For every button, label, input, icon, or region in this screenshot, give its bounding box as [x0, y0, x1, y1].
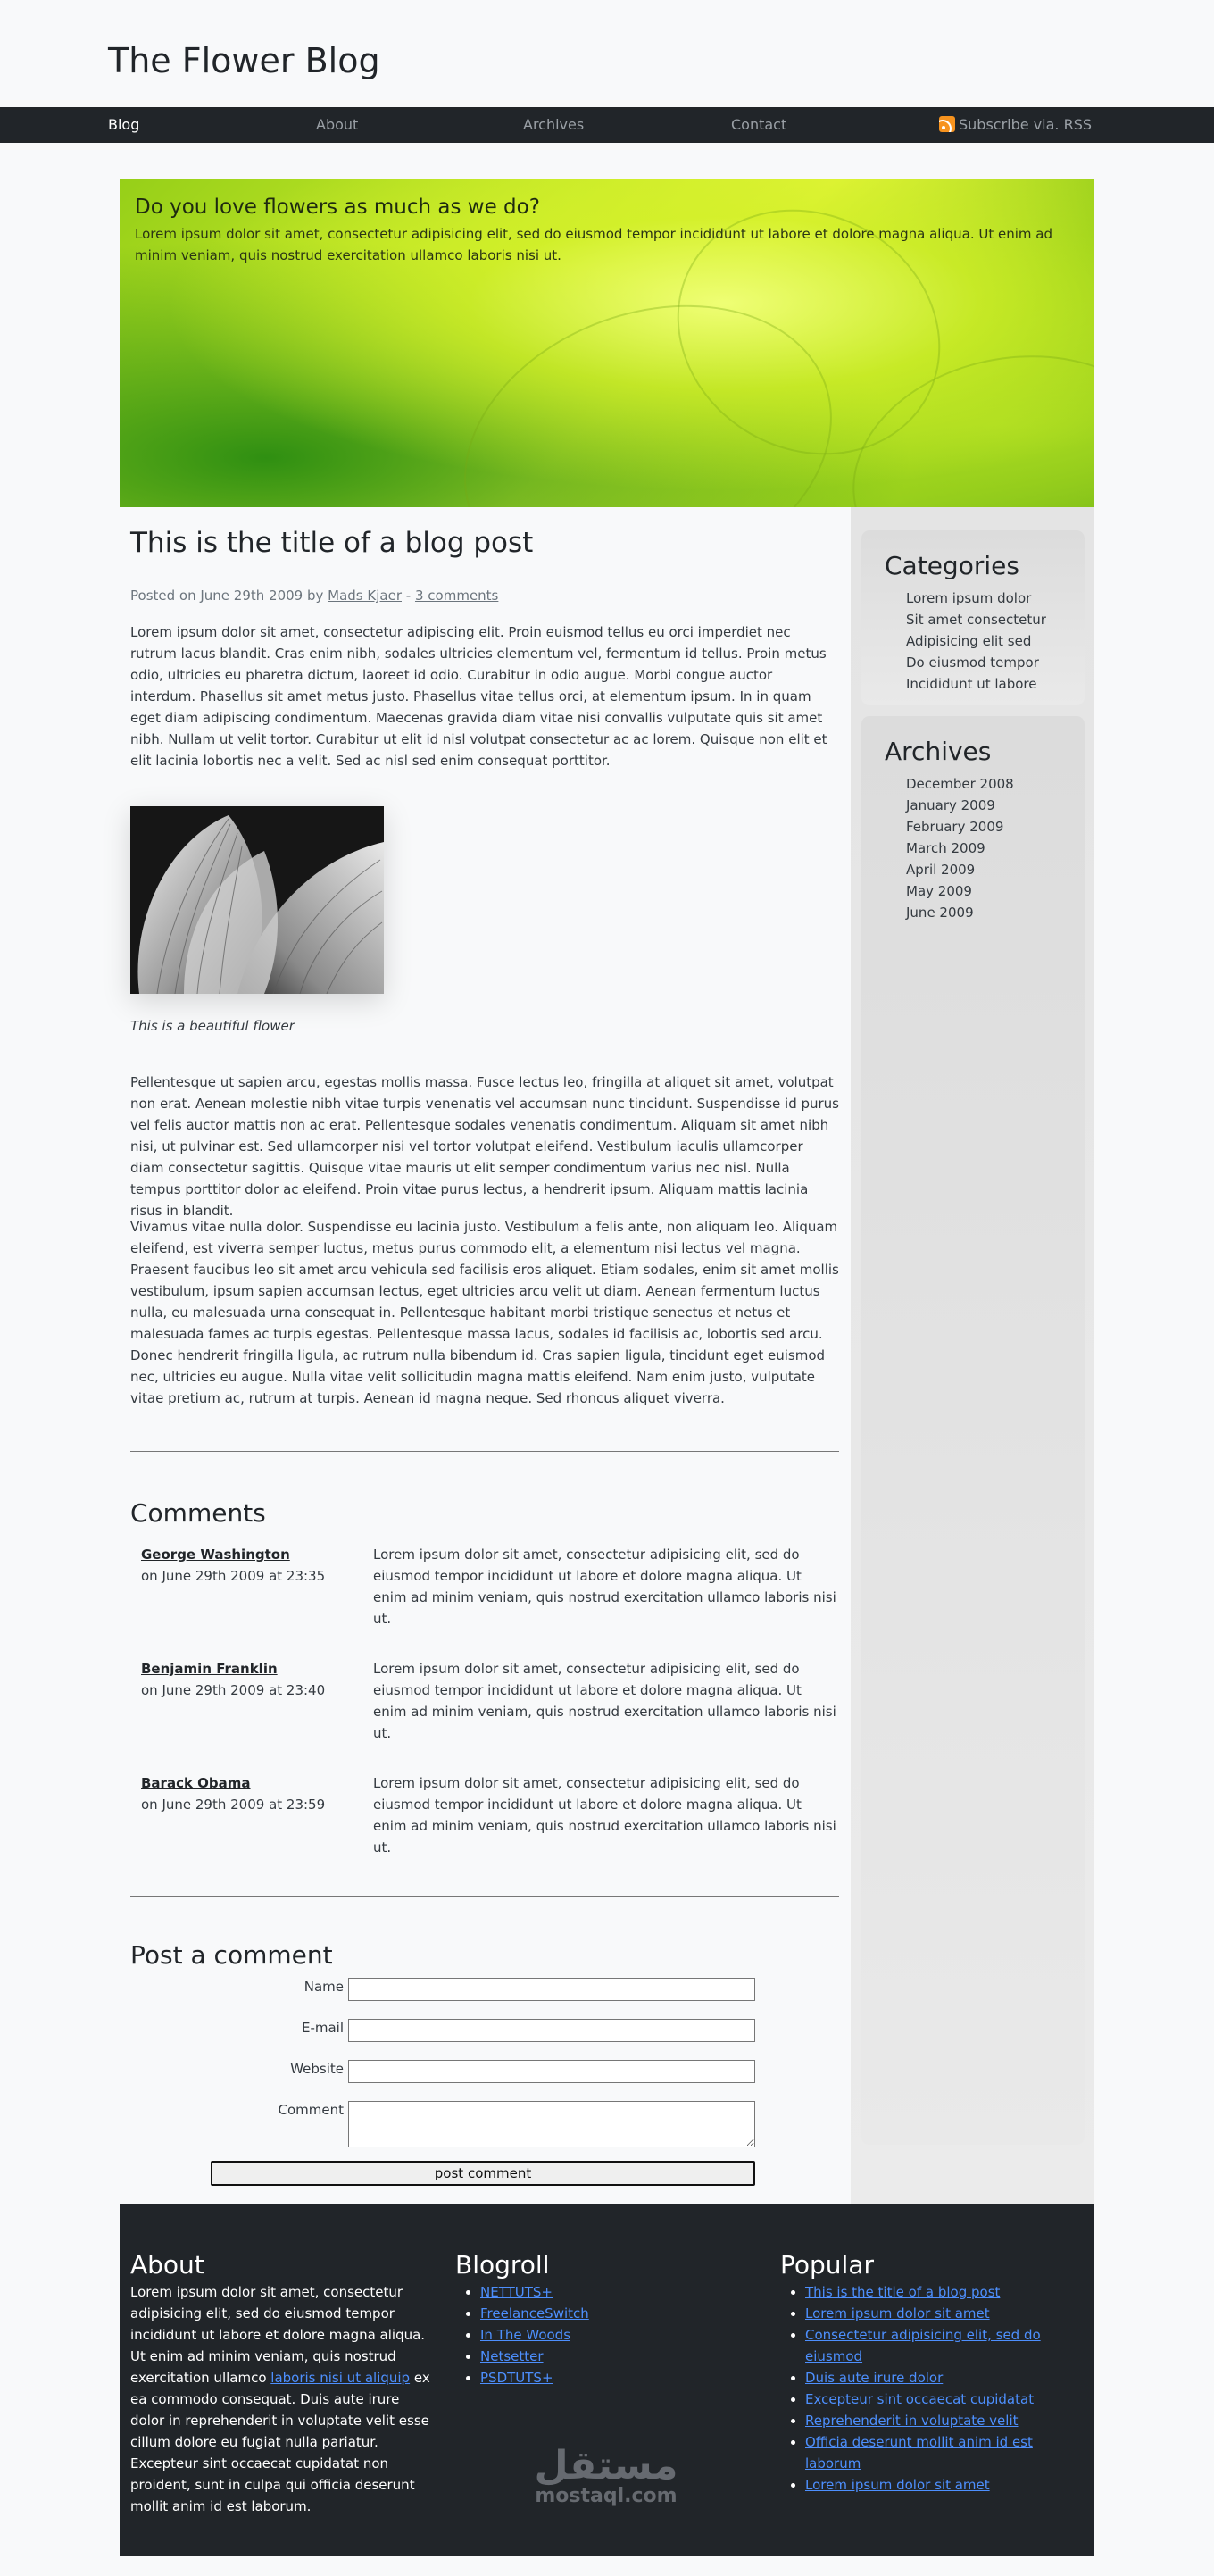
footer-popular-heading: Popular: [780, 2250, 874, 2280]
about-text-end: ex ea commodo consequat. Duis aute irure dolor in reprehenderit in voluptate velit esse cillum dolore eu fugiat nulla pariatur. Excepteur sint occaecat cupidatat non proident, sunt in culpa qui officia deserunt mollit anim id est laborum.: [130, 2370, 430, 2514]
comments-heading: Comments: [130, 1498, 266, 1528]
comment-item: [141, 1544, 839, 1627]
blogroll-item: [480, 2303, 589, 2324]
website-label: Website: [290, 2061, 344, 2077]
comment-text: Lorem ipsum dolor sit amet, consectetur adipisicing elit, sed do eiusmod tempor incididunt ut labore et dolore magna aliqua. Ut enim ad minim veniam, quis nostrud exercitation ullamco laboris nisi ut.: [373, 1661, 836, 1741]
popular-link[interactable]: Lorem ipsum dolor sit amet: [805, 2305, 990, 2322]
category-item[interactable]: Adipisicing elit sed: [906, 633, 1032, 649]
name-input[interactable]: [348, 1978, 755, 2001]
comment-item: [141, 1658, 839, 1741]
post-meta: [130, 585, 498, 606]
popular-link[interactable]: Duis aute irure dolor: [805, 2370, 944, 2386]
popular-link[interactable]: Reprehenderit in voluptate velit: [805, 2413, 1019, 2429]
watermark-arabic: مستقل: [534, 2443, 678, 2488]
blogroll-item: [480, 2346, 589, 2367]
post-comment-button[interactable]: post comment: [211, 2161, 755, 2186]
post-title[interactable]: This is the title of a blog post: [130, 527, 534, 559]
email-input[interactable]: [348, 2019, 755, 2042]
meta-separator: -: [405, 588, 412, 604]
blogroll-item: [480, 2367, 589, 2388]
rss-subscribe-link[interactable]: [939, 107, 1092, 143]
blogroll-list: [455, 2281, 589, 2388]
comment-author-link[interactable]: George Washington: [141, 1546, 290, 1563]
footer-blogroll-heading: Blogroll: [455, 2250, 550, 2280]
categories-heading: Categories: [885, 551, 1019, 580]
nav-item-contact[interactable]: Contact: [731, 116, 787, 133]
footer-about-heading: About: [130, 2250, 204, 2280]
comment-author-link[interactable]: Benjamin Franklin: [141, 1661, 278, 1677]
category-item[interactable]: Sit amet consectetur: [906, 612, 1046, 628]
website-input[interactable]: [348, 2060, 755, 2083]
divider: [130, 1896, 839, 1897]
post-paragraph: Pellentesque ut sapien arcu, egestas mollis massa. Fusce lectus leo, fringilla at aliquet sit amet, volutpat non erat. Aenean molestie nibh vitae turpis venenatis vel accumsan nunc tincidunt. Suspendisse id purus vel felis auctor mattis non ac erat. Pellentesque sodales venenatis condimentum. Aliquam sit amet nibh nisi, ut pulvinar est. Sed ullamcorper nisi vel tortor volutpat eleifend. Vestibulum iaculis ullamcorper diam consectetur sagittis. Quisque vitae mauris ut elit semper condimentum varius nec nisl. Nulla tempus porttitor dolor ac eleifend. Proin vitae purus lectus, a hendrerit ipsum. Aliquam mattis lacinia risus in blandit.: [130, 1074, 839, 1219]
site-header: [0, 0, 1214, 107]
blogroll-link[interactable]: FreelanceSwitch: [480, 2305, 589, 2322]
nav-item-about[interactable]: About: [316, 116, 359, 133]
blogroll-link[interactable]: In The Woods: [480, 2327, 571, 2343]
nav-item-blog[interactable]: Blog: [108, 116, 140, 133]
about-inline-link[interactable]: laboris nisi ut aliquip: [270, 2370, 411, 2386]
categories-box: [861, 530, 1085, 705]
comment-text: Lorem ipsum dolor sit amet, consectetur adipisicing elit, sed do eiusmod tempor incididunt ut labore et dolore magna aliqua. Ut enim ad minim veniam, quis nostrud exercitation ullamco laboris nisi ut.: [373, 1775, 836, 1855]
flower-photo-graphic: [130, 806, 384, 994]
categories-list: [906, 588, 1046, 695]
sidebar: [851, 507, 1094, 2204]
mostaql-watermark: [530, 2443, 682, 2507]
archive-item[interactable]: February 2009: [906, 819, 1004, 835]
popular-item: [805, 2281, 1073, 2303]
name-label: Name: [304, 1979, 344, 1995]
popular-item: [805, 2431, 1073, 2474]
popular-item: [805, 2388, 1073, 2410]
post-comments-link[interactable]: 3 comments: [414, 588, 499, 604]
comment-date: on June 29th 2009 at 23:59: [141, 1797, 326, 1813]
archive-item[interactable]: March 2009: [906, 840, 985, 856]
popular-item: [805, 2303, 1073, 2324]
blogroll-link[interactable]: Netsetter: [480, 2348, 544, 2364]
archives-list: [906, 773, 1014, 923]
post-paragraph: Lorem ipsum dolor sit amet, consectetur adipiscing elit. Proin euismod tellus eu orci imperdiet nec rutrum lacus blandit. Cras enim nibh, sodales ultricies elementum vel, fermentum id tellus. Proin metus odio, ultricies eu pharetra dictum, laoreet id odio. Curabitur in odio augue. Morbi congue auctor interdum. Phasellus sit amet metus justo. Phasellus vitae tellus orci, at elementum ipsum. In in quam eget diam adipiscing condimentum. Maecenas gravida diam vitae nisi convallis vulputate quis sit amet nibh. Nullam ut velit tortor. Curabitur ut elit id nisl volutpat consectetur ac ac lorem. Quisque non elit et elit lacinia lobortis nec a velit. Sed ac nisl sed enim consequat porttitor.: [130, 624, 827, 769]
popular-item: [805, 2474, 1073, 2496]
flower-image: [130, 806, 384, 994]
comment-item: [141, 1772, 839, 1855]
category-item[interactable]: Lorem ipsum dolor: [906, 590, 1032, 606]
archives-box: [861, 716, 1085, 2145]
popular-item: [805, 2367, 1073, 2388]
popular-item: [805, 2324, 1073, 2367]
category-item[interactable]: Do eiusmod tempor: [906, 654, 1039, 671]
rss-label: Subscribe via. RSS: [959, 116, 1093, 133]
popular-link[interactable]: Officia deserunt mollit anim id est laborum: [805, 2434, 1033, 2472]
blogroll-item: [480, 2324, 589, 2346]
category-item[interactable]: Incididunt ut labore: [906, 676, 1037, 692]
post-date: Posted on June 29th 2009 by: [130, 588, 324, 604]
email-label: E-mail: [301, 2020, 344, 2036]
blogroll-link[interactable]: PSDTUTS+: [480, 2370, 553, 2386]
archive-item[interactable]: April 2009: [906, 862, 976, 878]
divider: [130, 1451, 839, 1452]
post-paragraph: Vivamus vitae nulla dolor. Suspendisse eu lacinia justo. Vestibulum a felis ante, non aliquam leo. Aliquam eleifend, est viverra semper luctus, metus purus commodo elit, a elementum nisi lectus vel magna. Praesent faucibus leo sit amet arcu vehicula sed facilisis eros aliquet. Etiam sodales, enim sit amet mollis vestibulum, ipsum sapien accumsan lectus, eget ultricies arcu velit ut diam. Aenean fermentum luctus nulla, eu malesuada urna consequat in. Pellentesque habitant morbi tristique senectus et netus et malesuada fames ac turpis egestas. Pellentesque massa lacus, sodales id facilisis ac, lobortis sed arcu. Donec hendrerit fringilla ligula, ac rutrum nulla bibendum id. Cras sapien ligula, tincidunt eget euismod nec, ultricies eu augue. Nulla vitae velit sollicitudin magna mattis eleifend. Nam enim justo, vulputate vitae pretium ac, rutrum at turpis. Aenean id magna neque. Sed rhoncus aliquet viverra.: [130, 1219, 839, 1406]
comment-date: on June 29th 2009 at 23:40: [141, 1682, 326, 1698]
figure-caption: This is a beautiful flower: [130, 1018, 295, 1034]
watermark-latin: mostaql.com: [535, 2485, 678, 2507]
blogroll-item: [480, 2281, 589, 2303]
popular-list: [780, 2281, 1073, 2496]
comment-author-link[interactable]: Barack Obama: [141, 1775, 251, 1791]
rss-icon: [939, 116, 955, 132]
archives-heading: Archives: [885, 737, 992, 766]
nav-item-archives[interactable]: Archives: [523, 116, 585, 133]
comment-date: on June 29th 2009 at 23:35: [141, 1568, 326, 1584]
post-comment-heading: Post a comment: [130, 1940, 333, 1970]
archive-item[interactable]: June 2009: [906, 905, 974, 921]
comment-text: Lorem ipsum dolor sit amet, consectetur adipisicing elit, sed do eiusmod tempor incididunt ut labore et dolore magna aliqua. Ut enim ad minim veniam, quis nostrud exercitation ullamco laboris nisi ut.: [373, 1546, 836, 1627]
archive-item[interactable]: May 2009: [906, 883, 972, 899]
popular-link[interactable]: Consectetur adipisicing elit, sed do eiusmod: [805, 2327, 1041, 2364]
comment-label: Comment: [278, 2102, 344, 2118]
site-title[interactable]: The Flower Blog: [108, 41, 380, 80]
popular-link[interactable]: Lorem ipsum dolor sit amet: [805, 2477, 990, 2493]
site-footer: [120, 2204, 1094, 2556]
hero-text: Lorem ipsum dolor sit amet, consectetur adipisicing elit, sed do eiusmod tempor incididunt ut labore et dolore magna aliqua. Ut enim ad minim veniam, quis nostrud exercitation ullamco laboris nisi ut.: [135, 226, 1052, 263]
archive-item[interactable]: January 2009: [906, 797, 995, 813]
hero-heading: Do you love flowers as much as we do?: [135, 196, 540, 219]
popular-link[interactable]: Excepteur sint occaecat cupidatat: [805, 2391, 1035, 2407]
footer-about-text: [130, 2281, 434, 2517]
blog-post: [130, 527, 839, 2181]
hero-banner: [120, 179, 1094, 507]
popular-link[interactable]: This is the title of a blog post: [805, 2284, 1001, 2300]
comment-textarea[interactable]: [348, 2101, 755, 2147]
about-text-start: Lorem ipsum dolor sit amet, consectetur adipisicing elit, sed do eiusmod tempor incididunt ut labore et dolore magna aliqua. Ut enim ad minim veniam, quis nostrud exercitation ullamco: [130, 2284, 426, 2386]
top-navigation: [0, 107, 1214, 143]
blogroll-link[interactable]: NETTUTS+: [480, 2284, 553, 2300]
archive-item[interactable]: December 2008: [906, 776, 1014, 792]
popular-item: [805, 2410, 1073, 2431]
post-author-link[interactable]: Mads Kjaer: [328, 588, 402, 604]
